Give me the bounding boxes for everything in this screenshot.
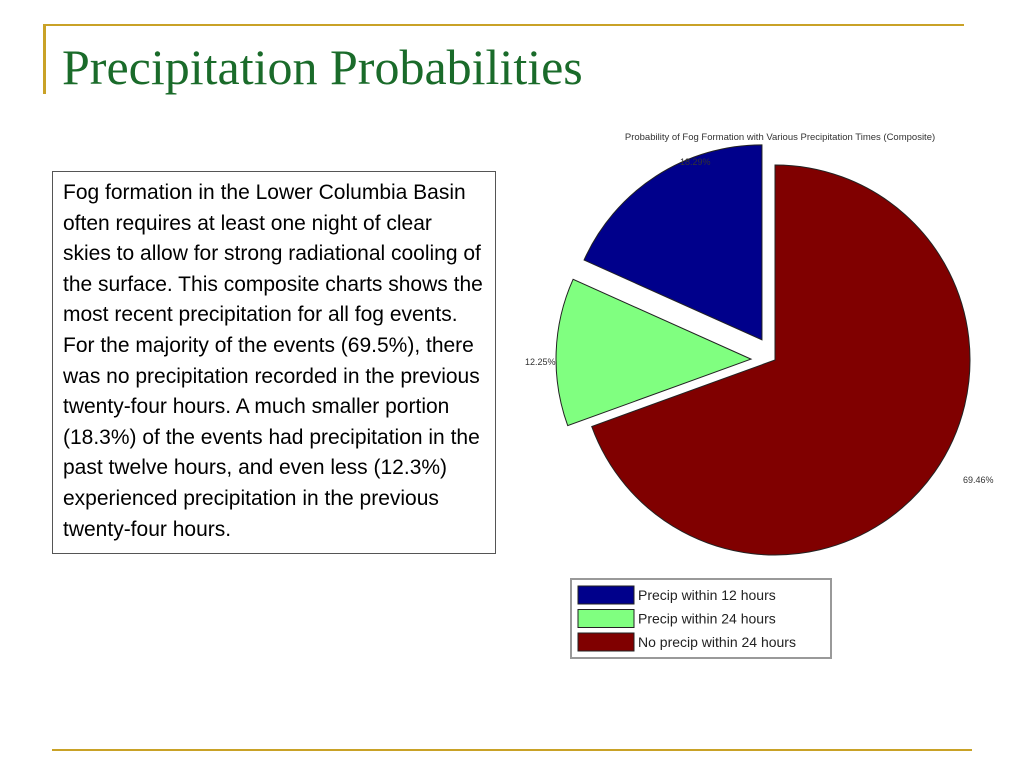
top-accent-line <box>43 24 964 26</box>
legend-label-no-precip: No precip within 24 hours <box>638 634 796 650</box>
slice-label-no-precip: 69.46% <box>963 475 994 485</box>
chart-title: Probability of Fog Formation with Various Precipitation Times (Composite) <box>624 132 936 143</box>
slide-title: Precipitation Probabilities <box>62 39 583 95</box>
legend-swatch-no-precip <box>578 633 634 651</box>
pie-chart <box>500 120 1000 680</box>
legend-label-precip-12h: Precip within 12 hours <box>638 587 776 603</box>
slice-label-precip-24h: 12.25% <box>525 357 556 367</box>
slice-label-precip-12h: 18.29% <box>680 157 711 167</box>
legend-label-precip-24h: Precip within 24 hours <box>638 610 776 627</box>
left-accent-line <box>43 24 46 94</box>
legend-swatch-precip-24h <box>578 610 634 628</box>
chart-legend <box>571 579 831 658</box>
body-text-box: Fog formation in the Lower Columbia Basin often requires at least one night of clear skies to allow for strong radiational cooling of the surface. This composite charts shows the most recent precipitation for all fog events. For the majority of the events (69.5%), there was no precipitation recorded in the previous twenty-four hours. A much smaller portion (18.3%) of the events had precipitation in the past twelve hours, and even less (12.3%) experienced precipitation in the previous twenty-four hours. <box>52 171 496 554</box>
legend-swatch-precip-12h <box>578 586 634 604</box>
footer-accent-line <box>52 749 972 751</box>
